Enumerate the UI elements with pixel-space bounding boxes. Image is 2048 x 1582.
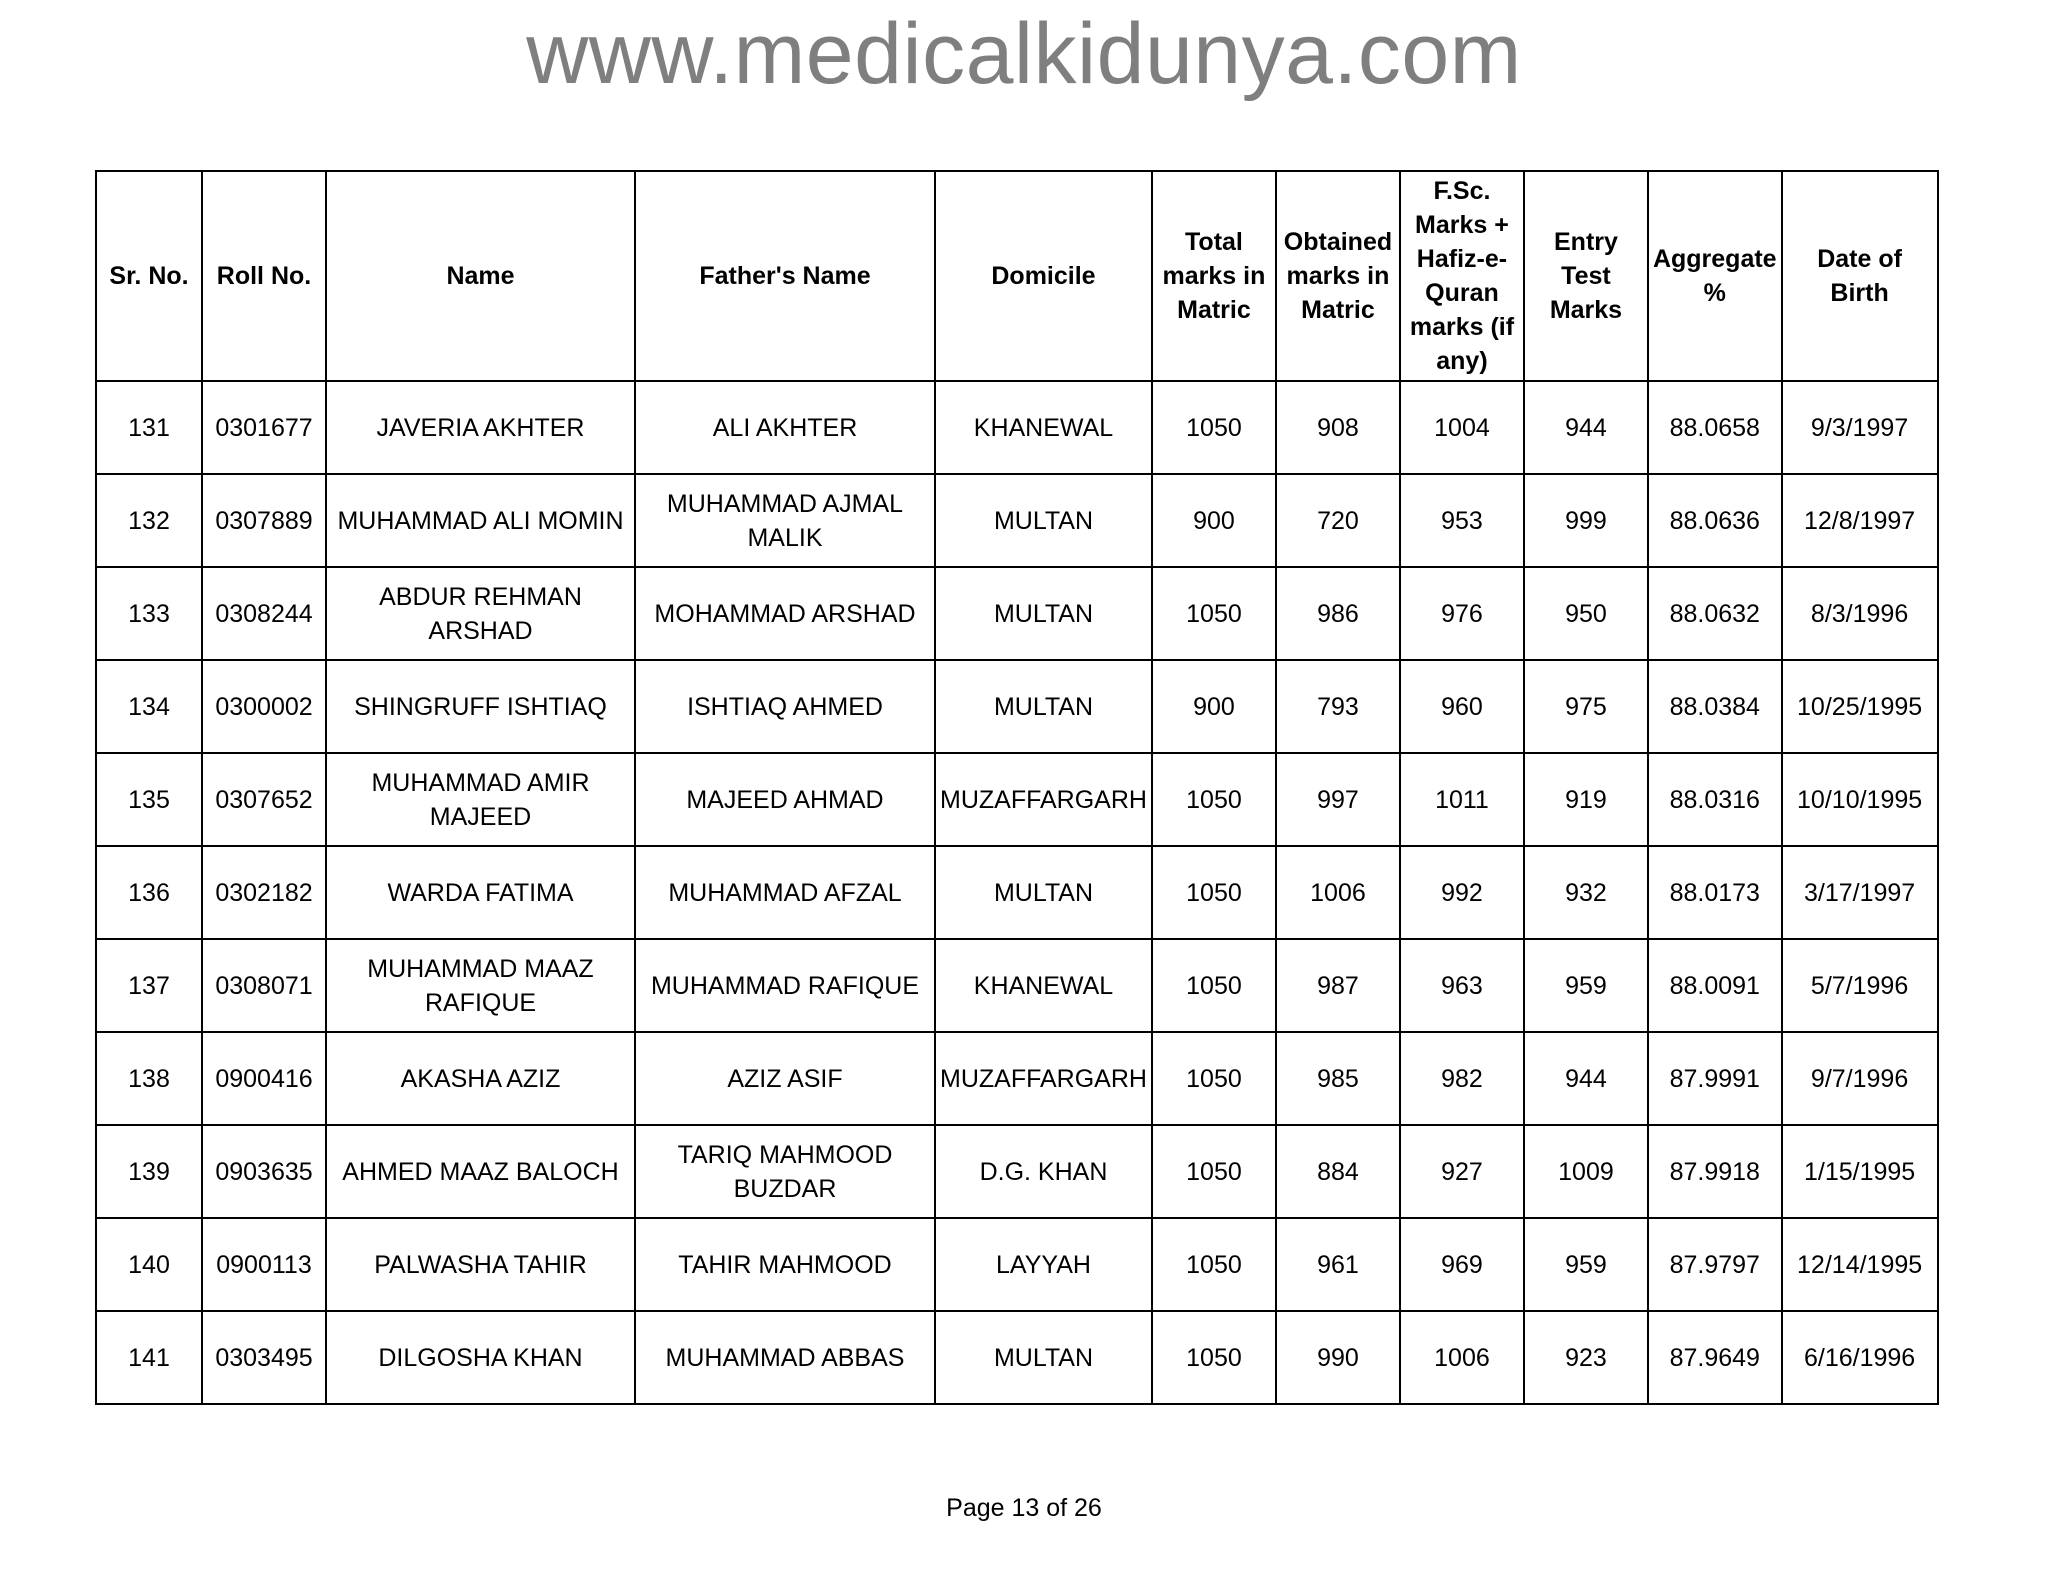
cell-domicile: MUZAFFARGARH bbox=[935, 1032, 1152, 1125]
cell-entry-test: 950 bbox=[1524, 567, 1648, 660]
cell-total-matric: 1050 bbox=[1152, 381, 1276, 474]
cell-sr-no: 138 bbox=[96, 1032, 202, 1125]
cell-obtained-matric: 884 bbox=[1276, 1125, 1400, 1218]
cell-fathers-name: MUHAMMAD RAFIQUE bbox=[635, 939, 935, 1032]
cell-fsc-marks: 927 bbox=[1400, 1125, 1524, 1218]
cell-aggregate: 88.0316 bbox=[1648, 753, 1782, 846]
table-row bbox=[96, 381, 1938, 474]
cell-entry-test: 944 bbox=[1524, 381, 1648, 474]
cell-fathers-name: TARIQ MAHMOOD BUZDAR bbox=[635, 1125, 935, 1218]
header-fathers-name: Father's Name bbox=[635, 171, 935, 381]
table-row bbox=[96, 753, 1938, 846]
cell-roll-no: 0903635 bbox=[202, 1125, 326, 1218]
table-row bbox=[96, 1218, 1938, 1311]
cell-obtained-matric: 990 bbox=[1276, 1311, 1400, 1404]
cell-fathers-name: ISHTIAQ AHMED bbox=[635, 660, 935, 753]
cell-sr-no: 135 bbox=[96, 753, 202, 846]
table-row bbox=[96, 1311, 1938, 1404]
cell-domicile: MULTAN bbox=[935, 567, 1152, 660]
cell-obtained-matric: 961 bbox=[1276, 1218, 1400, 1311]
cell-name: PALWASHA TAHIR bbox=[326, 1218, 635, 1311]
page-number: Page 13 of 26 bbox=[946, 1494, 1102, 1522]
table-row bbox=[96, 1032, 1938, 1125]
table-row bbox=[96, 660, 1938, 753]
cell-entry-test: 999 bbox=[1524, 474, 1648, 567]
cell-name: MUHAMMAD AMIR MAJEED bbox=[326, 753, 635, 846]
cell-fathers-name: MOHAMMAD ARSHAD bbox=[635, 567, 935, 660]
cell-date-of-birth: 5/7/1996 bbox=[1782, 939, 1938, 1032]
cell-fsc-marks: 992 bbox=[1400, 846, 1524, 939]
cell-fathers-name: ALI AKHTER bbox=[635, 381, 935, 474]
cell-total-matric: 1050 bbox=[1152, 846, 1276, 939]
cell-date-of-birth: 12/8/1997 bbox=[1782, 474, 1938, 567]
cell-obtained-matric: 986 bbox=[1276, 567, 1400, 660]
cell-entry-test: 932 bbox=[1524, 846, 1648, 939]
cell-aggregate: 87.9918 bbox=[1648, 1125, 1782, 1218]
cell-obtained-matric: 908 bbox=[1276, 381, 1400, 474]
cell-name: WARDA FATIMA bbox=[326, 846, 635, 939]
header-name: Name bbox=[326, 171, 635, 381]
cell-date-of-birth: 6/16/1996 bbox=[1782, 1311, 1938, 1404]
cell-domicile: MULTAN bbox=[935, 1311, 1152, 1404]
cell-sr-no: 133 bbox=[96, 567, 202, 660]
cell-date-of-birth: 1/15/1995 bbox=[1782, 1125, 1938, 1218]
cell-aggregate: 88.0384 bbox=[1648, 660, 1782, 753]
cell-fathers-name: AZIZ ASIF bbox=[635, 1032, 935, 1125]
cell-obtained-matric: 720 bbox=[1276, 474, 1400, 567]
cell-obtained-matric: 987 bbox=[1276, 939, 1400, 1032]
cell-total-matric: 1050 bbox=[1152, 1218, 1276, 1311]
cell-name: AHMED MAAZ BALOCH bbox=[326, 1125, 635, 1218]
watermark-url: www.medicalkidunya.com bbox=[526, 6, 1522, 102]
cell-sr-no: 137 bbox=[96, 939, 202, 1032]
cell-aggregate: 88.0173 bbox=[1648, 846, 1782, 939]
cell-aggregate: 88.0658 bbox=[1648, 381, 1782, 474]
header-aggregate: Aggregate % bbox=[1648, 171, 1782, 381]
cell-sr-no: 131 bbox=[96, 381, 202, 474]
cell-aggregate: 87.9649 bbox=[1648, 1311, 1782, 1404]
cell-sr-no: 139 bbox=[96, 1125, 202, 1218]
cell-roll-no: 0302182 bbox=[202, 846, 326, 939]
cell-domicile: D.G. KHAN bbox=[935, 1125, 1152, 1218]
cell-total-matric: 900 bbox=[1152, 474, 1276, 567]
cell-fathers-name: MUHAMMAD AJMAL MALIK bbox=[635, 474, 935, 567]
cell-obtained-matric: 1006 bbox=[1276, 846, 1400, 939]
cell-domicile: MULTAN bbox=[935, 474, 1152, 567]
cell-fathers-name: MUHAMMAD AFZAL bbox=[635, 846, 935, 939]
table-row bbox=[96, 846, 1938, 939]
cell-name: AKASHA AZIZ bbox=[326, 1032, 635, 1125]
cell-name: DILGOSHA KHAN bbox=[326, 1311, 635, 1404]
cell-roll-no: 0307889 bbox=[202, 474, 326, 567]
cell-entry-test: 1009 bbox=[1524, 1125, 1648, 1218]
cell-sr-no: 140 bbox=[96, 1218, 202, 1311]
cell-fathers-name: MUHAMMAD ABBAS bbox=[635, 1311, 935, 1404]
cell-total-matric: 1050 bbox=[1152, 1125, 1276, 1218]
table-row bbox=[96, 1125, 1938, 1218]
header-obtained-matric: Obtained marks in Matric bbox=[1276, 171, 1400, 381]
header-row bbox=[96, 171, 1938, 381]
merit-list-table bbox=[95, 170, 1939, 1405]
cell-total-matric: 1050 bbox=[1152, 1032, 1276, 1125]
cell-aggregate: 88.0636 bbox=[1648, 474, 1782, 567]
header-fsc-marks: F.Sc. Marks + Hafiz-e-Quran marks (if any) bbox=[1400, 171, 1524, 381]
header-total-matric: Total marks in Matric bbox=[1152, 171, 1276, 381]
cell-fsc-marks: 982 bbox=[1400, 1032, 1524, 1125]
table-row bbox=[96, 567, 1938, 660]
cell-aggregate: 87.9797 bbox=[1648, 1218, 1782, 1311]
cell-fathers-name: TAHIR MAHMOOD bbox=[635, 1218, 935, 1311]
cell-fsc-marks: 1011 bbox=[1400, 753, 1524, 846]
cell-domicile: LAYYAH bbox=[935, 1218, 1152, 1311]
cell-fsc-marks: 976 bbox=[1400, 567, 1524, 660]
cell-date-of-birth: 9/3/1997 bbox=[1782, 381, 1938, 474]
cell-obtained-matric: 793 bbox=[1276, 660, 1400, 753]
cell-fsc-marks: 963 bbox=[1400, 939, 1524, 1032]
cell-domicile: MULTAN bbox=[935, 846, 1152, 939]
cell-total-matric: 1050 bbox=[1152, 753, 1276, 846]
cell-sr-no: 132 bbox=[96, 474, 202, 567]
table-body bbox=[96, 381, 1938, 1404]
cell-sr-no: 134 bbox=[96, 660, 202, 753]
header-date-of-birth: Date of Birth bbox=[1782, 171, 1938, 381]
cell-entry-test: 919 bbox=[1524, 753, 1648, 846]
cell-entry-test: 923 bbox=[1524, 1311, 1648, 1404]
cell-name: MUHAMMAD ALI MOMIN bbox=[326, 474, 635, 567]
cell-roll-no: 0900416 bbox=[202, 1032, 326, 1125]
cell-fathers-name: MAJEED AHMAD bbox=[635, 753, 935, 846]
cell-aggregate: 88.0632 bbox=[1648, 567, 1782, 660]
cell-roll-no: 0307652 bbox=[202, 753, 326, 846]
cell-roll-no: 0308244 bbox=[202, 567, 326, 660]
cell-date-of-birth: 3/17/1997 bbox=[1782, 846, 1938, 939]
cell-obtained-matric: 997 bbox=[1276, 753, 1400, 846]
cell-sr-no: 141 bbox=[96, 1311, 202, 1404]
cell-entry-test: 959 bbox=[1524, 1218, 1648, 1311]
cell-fsc-marks: 1006 bbox=[1400, 1311, 1524, 1404]
cell-fsc-marks: 969 bbox=[1400, 1218, 1524, 1311]
cell-name: JAVERIA AKHTER bbox=[326, 381, 635, 474]
cell-total-matric: 1050 bbox=[1152, 1311, 1276, 1404]
cell-domicile: MUZAFFARGARH bbox=[935, 753, 1152, 846]
cell-date-of-birth: 12/14/1995 bbox=[1782, 1218, 1938, 1311]
cell-name: SHINGRUFF ISHTIAQ bbox=[326, 660, 635, 753]
cell-domicile: KHANEWAL bbox=[935, 381, 1152, 474]
cell-entry-test: 975 bbox=[1524, 660, 1648, 753]
cell-total-matric: 1050 bbox=[1152, 939, 1276, 1032]
cell-fsc-marks: 953 bbox=[1400, 474, 1524, 567]
header-domicile: Domicile bbox=[935, 171, 1152, 381]
cell-obtained-matric: 985 bbox=[1276, 1032, 1400, 1125]
cell-fsc-marks: 960 bbox=[1400, 660, 1524, 753]
cell-sr-no: 136 bbox=[96, 846, 202, 939]
cell-name: ABDUR REHMAN ARSHAD bbox=[326, 567, 635, 660]
cell-date-of-birth: 10/25/1995 bbox=[1782, 660, 1938, 753]
cell-total-matric: 1050 bbox=[1152, 567, 1276, 660]
cell-domicile: MULTAN bbox=[935, 660, 1152, 753]
cell-name: MUHAMMAD MAAZ RAFIQUE bbox=[326, 939, 635, 1032]
header-roll-no: Roll No. bbox=[202, 171, 326, 381]
cell-entry-test: 944 bbox=[1524, 1032, 1648, 1125]
header-sr-no: Sr. No. bbox=[96, 171, 202, 381]
cell-date-of-birth: 8/3/1996 bbox=[1782, 567, 1938, 660]
cell-domicile: KHANEWAL bbox=[935, 939, 1152, 1032]
header-entry-test: Entry Test Marks bbox=[1524, 171, 1648, 381]
cell-total-matric: 900 bbox=[1152, 660, 1276, 753]
cell-fsc-marks: 1004 bbox=[1400, 381, 1524, 474]
cell-roll-no: 0900113 bbox=[202, 1218, 326, 1311]
cell-aggregate: 87.9991 bbox=[1648, 1032, 1782, 1125]
cell-aggregate: 88.0091 bbox=[1648, 939, 1782, 1032]
cell-roll-no: 0301677 bbox=[202, 381, 326, 474]
table-row bbox=[96, 474, 1938, 567]
cell-date-of-birth: 10/10/1995 bbox=[1782, 753, 1938, 846]
cell-date-of-birth: 9/7/1996 bbox=[1782, 1032, 1938, 1125]
cell-entry-test: 959 bbox=[1524, 939, 1648, 1032]
cell-roll-no: 0308071 bbox=[202, 939, 326, 1032]
cell-roll-no: 0303495 bbox=[202, 1311, 326, 1404]
cell-roll-no: 0300002 bbox=[202, 660, 326, 753]
table-row bbox=[96, 939, 1938, 1032]
